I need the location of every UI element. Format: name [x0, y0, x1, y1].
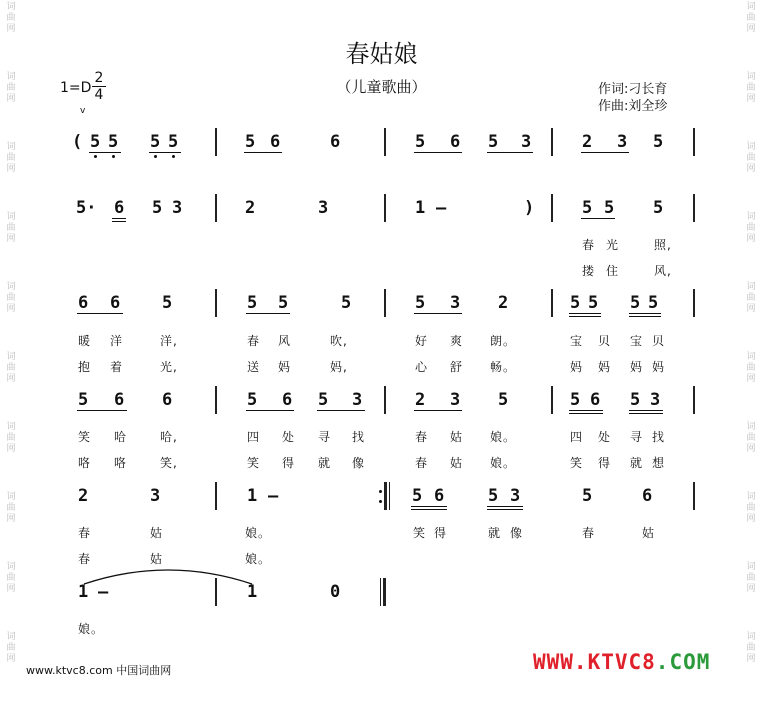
note: 5	[488, 132, 499, 152]
lyric: 妈	[278, 360, 292, 374]
side-watermark-stack: 词 曲 网	[746, 562, 756, 594]
note: 5	[78, 390, 89, 410]
bar-line	[215, 289, 217, 317]
side-watermark-stack: 词 曲 网	[746, 212, 756, 244]
lyric: 春	[78, 552, 92, 566]
bar-line	[693, 289, 695, 317]
open-paren: (	[72, 132, 83, 152]
lyric: 风,	[654, 264, 672, 278]
note: 6	[282, 390, 293, 410]
lyric: 姑	[642, 526, 656, 540]
low-octave-dot	[112, 155, 115, 158]
footer-site-logo[interactable]	[533, 650, 710, 674]
song-title: 春姑娘	[345, 40, 418, 68]
bar-line	[215, 128, 217, 156]
lyric: 风	[278, 334, 292, 348]
note: 5	[162, 293, 173, 313]
note: 3	[617, 132, 628, 152]
bar-line	[551, 194, 553, 222]
lyric: 姑	[450, 430, 464, 444]
eighth-underline	[414, 410, 462, 411]
lyric: 搂	[582, 264, 596, 278]
sixteenth-underline	[112, 221, 126, 222]
lyric: 抱	[78, 360, 92, 374]
lyric: 处	[282, 430, 296, 444]
footer-site-logo-text: WWW.KTVC8.COM	[533, 650, 711, 674]
lyric: 妈	[652, 360, 666, 374]
lyric: 送	[247, 360, 261, 374]
bar-line	[384, 128, 386, 156]
note: 5	[168, 132, 179, 152]
note: 2	[78, 486, 89, 506]
note: 5	[108, 132, 119, 152]
sixteenth-underline	[569, 413, 603, 414]
repeat-dot	[379, 500, 382, 503]
eighth-underline	[149, 152, 181, 153]
note: 3	[650, 390, 661, 410]
note: 6	[330, 132, 341, 152]
side-watermark-stack: 词 曲 网	[6, 352, 16, 384]
note: 6	[114, 390, 125, 410]
bar-line	[384, 386, 386, 414]
note: 3	[521, 132, 532, 152]
bar-line	[551, 289, 553, 317]
lyric: 姑	[150, 526, 164, 540]
close-paren: )	[524, 198, 535, 218]
note: 2	[498, 293, 509, 313]
lyric: 妈	[598, 360, 612, 374]
time-top: 2	[94, 70, 104, 86]
lyric: 光,	[160, 360, 178, 374]
lyric: 娘。	[78, 622, 105, 636]
sixteenth-underline	[411, 506, 447, 507]
side-watermark-stack: 词 曲 网	[6, 142, 16, 174]
repeat-dot	[379, 490, 382, 493]
bar-line	[693, 194, 695, 222]
time-bottom: 4	[92, 86, 106, 103]
side-watermark-stack: 词 曲 网	[746, 282, 756, 314]
note: 1	[247, 582, 258, 602]
dash: –	[98, 582, 109, 602]
note: 6	[162, 390, 173, 410]
bar-line	[551, 128, 553, 156]
note: 3	[450, 293, 461, 313]
note: 5	[582, 198, 593, 218]
note: 5	[488, 486, 499, 506]
bar-line	[215, 482, 217, 510]
note: 5	[247, 390, 258, 410]
dash: –	[436, 198, 447, 218]
note: 2	[415, 390, 426, 410]
note: 5	[152, 198, 163, 218]
side-watermark-stack: 词 曲 网	[746, 72, 756, 104]
side-watermark-stack: 词 曲 网	[746, 352, 756, 384]
note: 3	[352, 390, 363, 410]
note: 5	[415, 132, 426, 152]
side-watermark-stack: 词 曲 网	[6, 422, 16, 454]
note: 3	[450, 390, 461, 410]
dash: –	[268, 486, 279, 506]
lyric: 四	[247, 430, 261, 444]
lyric: 妈	[570, 360, 584, 374]
note: 5·	[76, 198, 97, 218]
eighth-underline	[487, 152, 533, 153]
lyric: 笑	[247, 456, 261, 470]
eighth-underline	[317, 410, 365, 411]
note: 3	[150, 486, 161, 506]
final-bar-line-thin	[380, 578, 381, 606]
bar-line	[384, 289, 386, 317]
lyric: 贝	[652, 334, 666, 348]
note: 5	[630, 390, 641, 410]
eighth-underline	[414, 152, 462, 153]
lyric: 着	[110, 360, 124, 374]
tie-arc	[82, 562, 257, 588]
note: 2	[245, 198, 256, 218]
lyric: 寻	[318, 430, 332, 444]
note: 2	[582, 132, 593, 152]
lyric: 贝	[598, 334, 612, 348]
eighth-underline	[414, 313, 462, 314]
lyric: 想	[652, 456, 666, 470]
note: 6	[450, 132, 461, 152]
lyric: 爽	[450, 334, 464, 348]
lyric: 哈,	[160, 430, 178, 444]
side-watermark-stack: 词 曲 网	[746, 142, 756, 174]
note: 5	[412, 486, 423, 506]
eighth-underline	[581, 218, 615, 219]
eighth-underline	[246, 313, 290, 314]
note: 5	[588, 293, 599, 313]
note: 3	[510, 486, 521, 506]
lyric: 咯	[114, 456, 128, 470]
lyric: 照,	[654, 238, 672, 252]
lyric: 春	[415, 456, 429, 470]
sixteenth-underline	[629, 413, 663, 414]
bar-line	[551, 386, 553, 414]
lyric: 宝	[570, 334, 584, 348]
lyric: 寻	[630, 430, 644, 444]
lyric: 姑	[150, 552, 164, 566]
lyric: 处	[598, 430, 612, 444]
side-watermark-stack: 词 曲 网	[6, 632, 16, 664]
note: 5	[415, 293, 426, 313]
note: 5	[653, 198, 664, 218]
breath-mark: v	[80, 106, 86, 116]
final-bar-line-thick	[383, 578, 386, 606]
sixteenth-underline	[629, 313, 661, 314]
lyric: 咯	[78, 456, 92, 470]
repeat-bar-line	[384, 482, 387, 510]
note: 6	[642, 486, 653, 506]
lyric: 春	[582, 238, 596, 252]
footer-site-label[interactable]: www.ktvc8.com 中国词曲网	[26, 664, 172, 677]
lyric: 哈	[114, 430, 128, 444]
note: 5	[604, 198, 615, 218]
time-signature	[92, 70, 106, 103]
eighth-underline	[77, 410, 127, 411]
note: 5	[150, 132, 161, 152]
lyric: 笑	[413, 526, 427, 540]
lyric: 笑,	[160, 456, 178, 470]
sixteenth-underline	[487, 506, 523, 507]
sixteenth-underline	[629, 316, 661, 317]
lyric: 暖	[78, 334, 92, 348]
lyric: 姑	[450, 456, 464, 470]
lyric: 吹,	[330, 334, 348, 348]
note: 5	[278, 293, 289, 313]
lyric: 春	[415, 430, 429, 444]
side-watermark-stack: 词 曲 网	[6, 2, 16, 34]
note: 6	[270, 132, 281, 152]
lyric: 住	[606, 264, 620, 278]
bar-line	[693, 482, 695, 510]
side-watermark-stack: 词 曲 网	[746, 492, 756, 524]
note: 5	[630, 293, 641, 313]
lyric: 洋	[110, 334, 124, 348]
note: 6	[590, 390, 601, 410]
lyric: 好	[415, 334, 429, 348]
lyric: 就	[488, 526, 502, 540]
bar-line	[215, 386, 217, 414]
side-watermark-stack: 词 曲 网	[746, 422, 756, 454]
sixteenth-underline	[569, 316, 601, 317]
lyric: 得	[598, 456, 612, 470]
sixteenth-underline	[629, 410, 663, 411]
lyric: 得	[434, 526, 448, 540]
lyric: 找	[652, 430, 666, 444]
sixteenth-underline	[112, 218, 126, 219]
note: 6	[114, 198, 125, 218]
key-signature: 1=D	[60, 80, 92, 96]
lyric: 春	[78, 526, 92, 540]
lyric: 笑	[570, 456, 584, 470]
lyric: 得	[282, 456, 296, 470]
lyric: 娘。	[490, 456, 517, 470]
side-watermark-stack: 词 曲 网	[6, 282, 16, 314]
bar-line	[384, 194, 386, 222]
lyric: 笑	[78, 430, 92, 444]
side-watermark-stack: 词 曲 网	[746, 2, 756, 34]
note: 6	[78, 293, 89, 313]
note: 5	[245, 132, 256, 152]
note: 0	[330, 582, 341, 602]
lyric: 光	[606, 238, 620, 252]
side-watermark-stack: 词 曲 网	[746, 632, 756, 664]
note: 5	[648, 293, 659, 313]
low-octave-dot	[94, 155, 97, 158]
sixteenth-underline	[411, 509, 447, 510]
lyric: 找	[352, 430, 366, 444]
song-subtitle: （儿童歌曲）	[336, 78, 427, 96]
note: 1	[247, 486, 258, 506]
side-watermark-stack: 词 曲 网	[6, 492, 16, 524]
eighth-underline	[246, 410, 294, 411]
sixteenth-underline	[487, 509, 523, 510]
note: 1	[415, 198, 426, 218]
composer-credit: 作曲:刘全珍	[598, 99, 668, 114]
lyric: 像	[510, 526, 524, 540]
note: 3	[318, 198, 329, 218]
bar-line	[215, 578, 217, 606]
eighth-underline	[581, 152, 629, 153]
lyric: 洋,	[160, 334, 178, 348]
note: 6	[110, 293, 121, 313]
note: 5	[318, 390, 329, 410]
note: 6	[434, 486, 445, 506]
lyric: 就	[630, 456, 644, 470]
lyric: 娘。	[490, 430, 517, 444]
note: 5	[582, 486, 593, 506]
bar-line	[215, 194, 217, 222]
lyric: 就	[318, 456, 332, 470]
lyric: 妈	[630, 360, 644, 374]
note: 5	[570, 390, 581, 410]
lyric: 像	[352, 456, 366, 470]
low-octave-dot	[154, 155, 157, 158]
lyric: 四	[570, 430, 584, 444]
sixteenth-underline	[569, 410, 603, 411]
note: 5	[498, 390, 509, 410]
lyric: 娘。	[245, 526, 272, 540]
note: 5	[341, 293, 352, 313]
note: 1	[78, 582, 89, 602]
note: 5	[570, 293, 581, 313]
note: 3	[172, 198, 183, 218]
lyricist-credit: 作词:刁长育	[598, 82, 668, 97]
lyric: 宝	[630, 334, 644, 348]
low-octave-dot	[172, 155, 175, 158]
side-watermark-stack: 词 曲 网	[6, 212, 16, 244]
side-watermark-stack: 词 曲 网	[6, 72, 16, 104]
repeat-bar-line-thin	[389, 482, 390, 510]
eighth-underline	[89, 152, 121, 153]
lyric: 舒	[450, 360, 464, 374]
lyric: 妈,	[330, 360, 348, 374]
bar-line	[693, 386, 695, 414]
note: 5	[90, 132, 101, 152]
lyric: 春	[247, 334, 261, 348]
note: 5	[247, 293, 258, 313]
lyric: 娘。	[245, 552, 272, 566]
side-watermark-stack: 词 曲 网	[6, 562, 16, 594]
lyric: 朗。	[490, 334, 517, 348]
lyric: 心	[415, 360, 429, 374]
bar-line	[693, 128, 695, 156]
sixteenth-underline	[569, 313, 601, 314]
note: 5	[653, 132, 664, 152]
lyric: 畅。	[490, 360, 517, 374]
eighth-underline	[77, 313, 123, 314]
eighth-underline	[244, 152, 282, 153]
lyric: 春	[582, 526, 596, 540]
